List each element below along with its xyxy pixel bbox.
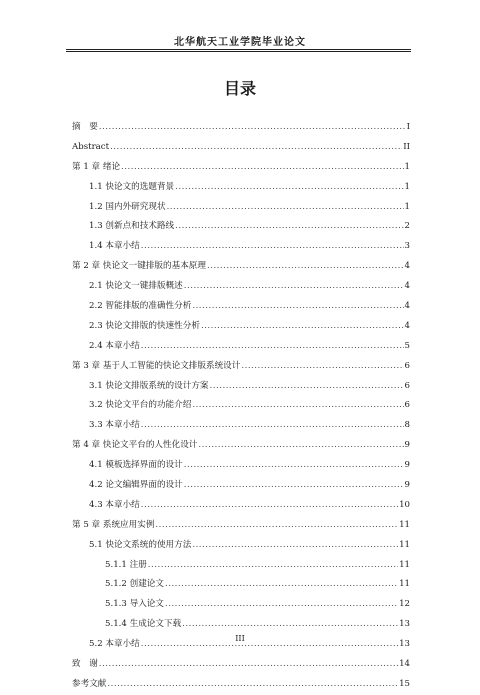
running-header: 北华航天工业学院毕业论文 — [174, 37, 306, 48]
dot-leader — [184, 456, 404, 476]
toc-entry-label: 5.1.1 注册 — [105, 559, 147, 570]
toc-entry-label: 第 4 章 快论文平台的人性化设计 — [72, 440, 198, 451]
toc-entry-label: 4.2 论文编辑界面的设计 — [89, 480, 183, 491]
toc-entry-label: 第 5 章 系统应用实例 — [72, 519, 155, 530]
dot-leader — [192, 396, 403, 416]
toc-entry-page: 5 — [404, 340, 410, 351]
toc-entry-page: 1 — [404, 161, 410, 172]
toc-entry[interactable] — [72, 675, 410, 695]
toc-entry-page: 11 — [399, 559, 410, 570]
toc-entry-page: 6 — [404, 360, 410, 371]
toc-entry-label: 1.3 创新点和技术路线 — [89, 221, 175, 232]
toc-entry-page: 11 — [399, 579, 410, 590]
toc-entry-label: 2.4 本章小结 — [89, 340, 140, 351]
dot-leader — [167, 198, 404, 218]
toc-entry-label: 1.2 国内外研究现状 — [89, 201, 166, 212]
toc-entry-page: 4 — [404, 261, 410, 272]
toc-entry-page: 13 — [399, 619, 410, 630]
toc-entry[interactable] — [72, 277, 410, 297]
toc-entry[interactable] — [72, 178, 410, 198]
toc-entry-label: 第 3 章 基于人工智能的快论文排版系统设计 — [72, 360, 241, 371]
toc-entry-page: 11 — [399, 539, 410, 550]
dot-leader — [148, 556, 398, 576]
toc-entry[interactable] — [72, 317, 410, 337]
dot-leader — [184, 277, 404, 297]
toc-entry-label: 2.1 快论文一键排版概述 — [89, 281, 183, 292]
toc-entry[interactable] — [72, 158, 410, 178]
toc-entry[interactable] — [72, 357, 410, 377]
dot-leader — [121, 158, 403, 178]
toc-entry-label: 5.1.3 导入论文 — [105, 599, 164, 610]
dot-leader — [210, 377, 404, 397]
toc-entry-label: 1.4 本章小结 — [89, 241, 140, 252]
toc-entry-label: 第 1 章 绪论 — [72, 161, 121, 172]
toc-entry-label: 5.1 快论文系统的使用方法 — [89, 539, 192, 550]
toc-entry[interactable] — [72, 655, 410, 675]
dot-leader — [99, 118, 406, 138]
toc-entry-page: 1 — [404, 181, 410, 192]
toc-entry[interactable] — [72, 436, 410, 456]
toc-entry[interactable] — [72, 456, 410, 476]
toc-entry-page: 12 — [399, 599, 410, 610]
toc-entry[interactable] — [72, 615, 410, 635]
header-rule-bottom — [66, 51, 411, 52]
toc-entry-label: 5.1.4 生成论文下载 — [105, 619, 182, 630]
dot-leader — [165, 575, 398, 595]
toc-entry-page: 1 — [404, 201, 410, 212]
page-number: III — [235, 634, 245, 643]
dot-leader — [198, 436, 403, 456]
toc-entry[interactable] — [72, 595, 410, 615]
toc-entry[interactable] — [72, 536, 410, 556]
dot-leader — [201, 317, 404, 337]
dot-leader — [182, 615, 398, 635]
dot-leader — [141, 416, 404, 436]
toc-entry-label: 1.1 快论文的选题背景 — [89, 181, 175, 192]
dot-leader — [107, 675, 398, 695]
toc-entry-label: 5.2 本章小结 — [89, 639, 140, 650]
toc-entry-page: 9 — [404, 440, 410, 451]
toc-entry[interactable] — [72, 516, 410, 536]
toc-title: 目录 — [223, 79, 256, 98]
toc-entry-page: 8 — [404, 420, 410, 431]
toc-entry[interactable] — [72, 118, 410, 138]
toc-entry-page: 3 — [404, 241, 410, 252]
dot-leader — [192, 297, 403, 317]
toc-entry[interactable] — [72, 337, 410, 357]
dot-leader — [165, 595, 398, 615]
toc-entry[interactable] — [72, 217, 410, 237]
toc-entry-page: 4 — [404, 320, 410, 331]
toc-entry[interactable] — [72, 377, 410, 397]
toc-entry[interactable] — [72, 496, 410, 516]
table-of-contents — [72, 118, 410, 695]
toc-entry-page: 2 — [404, 221, 410, 232]
toc-entry-page: II — [403, 141, 410, 152]
dot-leader — [175, 217, 403, 237]
toc-entry[interactable] — [72, 416, 410, 436]
dot-leader — [207, 257, 404, 277]
dot-leader — [110, 138, 402, 158]
toc-entry-page: 13 — [399, 639, 410, 650]
toc-entry-page: 15 — [399, 678, 410, 689]
toc-entry-page: 11 — [399, 519, 410, 530]
dot-leader — [175, 178, 403, 198]
toc-entry[interactable] — [72, 396, 410, 416]
toc-entry-label: 参考文献 — [72, 678, 107, 689]
toc-entry[interactable] — [72, 476, 410, 496]
dot-leader — [141, 496, 398, 516]
toc-entry-page: 6 — [404, 400, 410, 411]
header-rule-top — [66, 49, 411, 50]
toc-entry-page: 9 — [404, 460, 410, 471]
toc-entry[interactable] — [72, 257, 410, 277]
toc-entry-page: 4 — [404, 281, 410, 292]
toc-entry[interactable] — [72, 556, 410, 576]
toc-entry-label: 4.1 模板选择界面的设计 — [89, 460, 183, 471]
toc-entry-label: 摘 要 — [72, 122, 98, 132]
toc-entry-label: Abstract — [72, 141, 110, 152]
dot-leader — [192, 536, 398, 556]
toc-entry[interactable] — [72, 575, 410, 595]
dot-leader — [141, 337, 404, 357]
toc-entry-page: 10 — [399, 499, 410, 510]
dot-leader — [141, 237, 404, 257]
toc-entry-page: 9 — [404, 480, 410, 491]
dot-leader — [99, 655, 398, 675]
toc-entry-label: 3.1 快论文排版系统的设计方案 — [89, 380, 209, 391]
toc-entry-page: 6 — [404, 380, 410, 391]
toc-entry[interactable] — [72, 297, 410, 317]
dot-leader — [184, 476, 404, 496]
toc-entry-label: 2.2 智能排版的准确性分析 — [89, 301, 192, 312]
toc-entry-page: 14 — [399, 659, 410, 670]
toc-entry-label: 5.1.2 创建论文 — [105, 579, 164, 590]
toc-entry-page: I — [406, 122, 410, 132]
toc-entry[interactable] — [72, 198, 410, 218]
toc-entry-label: 3.2 快论文平台的功能介绍 — [89, 400, 192, 411]
toc-entry-label: 第 2 章 快论文一键排版的基本原理 — [72, 261, 206, 272]
toc-entry-label: 2.3 快论文排版的快速性分析 — [89, 320, 200, 331]
toc-entry[interactable] — [72, 237, 410, 257]
dot-leader — [241, 357, 403, 377]
dot-leader — [155, 516, 398, 536]
toc-entry-page: 4 — [404, 301, 410, 312]
toc-entry-label: 4.3 本章小结 — [89, 499, 140, 510]
toc-entry-label: 3.3 本章小结 — [89, 420, 140, 431]
toc-entry-label: 致 谢 — [72, 659, 98, 670]
toc-entry[interactable] — [72, 138, 410, 158]
